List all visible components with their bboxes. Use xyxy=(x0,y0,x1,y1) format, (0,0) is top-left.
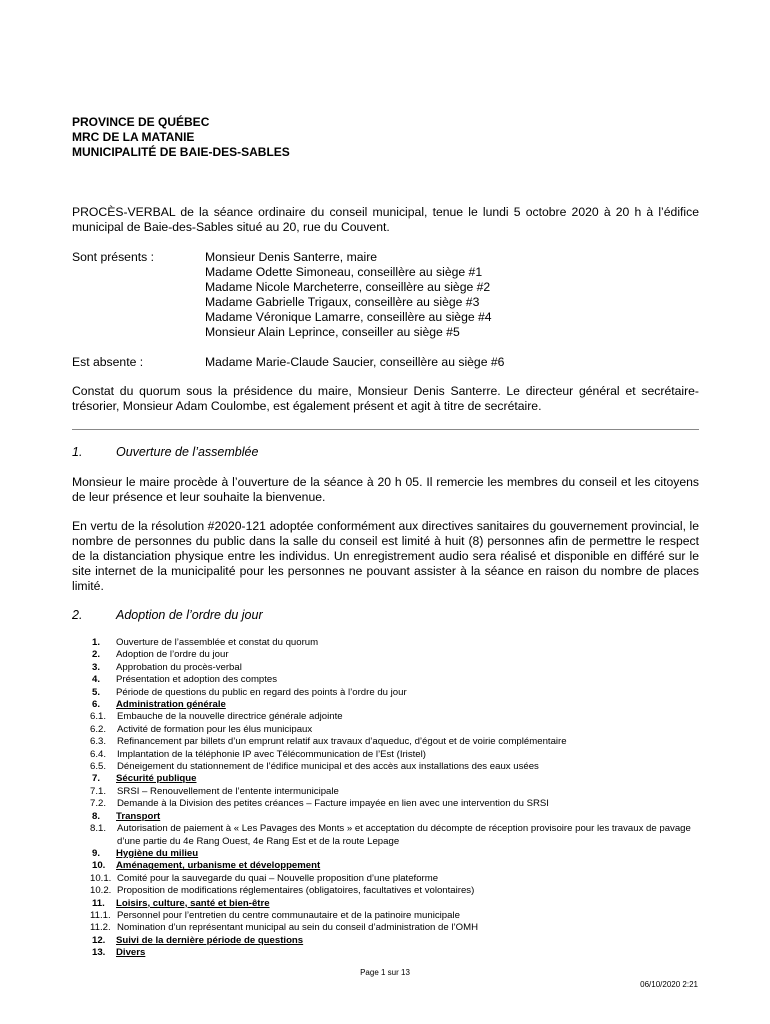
intro-paragraph: PROCÈS-VERBAL de la séance ordinaire du conseil municipal, tenue le lundi 5 octobre 2020 à 20 h à l’édifice municipal de Baie-des-Sables situé au 20, rue du Couvent. xyxy=(72,205,699,234)
agenda-item-text: Ouverture de l’assemblée et constat du quorum xyxy=(116,637,319,648)
agenda-item xyxy=(90,885,707,897)
agenda-item xyxy=(90,798,707,810)
agenda-item-text: Comité pour la sauvegarde du quai – Nouvelle proposition d’une plateforme xyxy=(117,872,439,884)
present-list xyxy=(205,250,492,340)
present-member: Madame Nicole Marcheterre, conseillère au siège #2 xyxy=(205,280,491,294)
section-number: 1. xyxy=(72,445,83,459)
agenda-item xyxy=(92,699,707,711)
agenda-item xyxy=(92,811,707,823)
agenda-item-text: Autorisation de paiement à « Les Pavages des Monts » et acceptation du décompte de réception provisoire pour les travaux de pavage d’une partie du 4e Rang Ouest, 4e Rang Est et de la route Lepage xyxy=(117,823,691,847)
agenda-item-text: Activité de formation pour les élus municipaux xyxy=(117,723,313,735)
section-title: Ouverture de l’assemblée xyxy=(116,445,259,459)
agenda-item-number: 4. xyxy=(92,674,101,686)
agenda-item xyxy=(90,786,707,798)
agenda-item xyxy=(90,724,707,736)
agenda-item-number: 9. xyxy=(92,847,101,859)
document-header xyxy=(72,115,290,160)
section-1-paragraph-1: Monsieur le maire procède à l’ouverture de la séance à 20 h 05. Il remercie les membres du conseil et les citoyens de leur présence et leur souhaite la bienvenue. xyxy=(72,475,699,504)
header-mrc: MRC DE LA MATANIE xyxy=(72,130,195,144)
present-member: Madame Gabrielle Trigaux, conseillère au siège #3 xyxy=(205,295,480,309)
agenda-item-number: 5. xyxy=(92,686,101,698)
agenda-item-number: 8.1. xyxy=(90,823,107,835)
agenda-item xyxy=(90,873,707,885)
agenda-item-text: Loisirs, culture, santé et bien-être xyxy=(116,897,270,909)
present-member: Monsieur Denis Santerre, maire xyxy=(205,250,378,264)
agenda-item-text: Implantation de la téléphonie IP avec Télécommunication de l’Est (Iristel) xyxy=(117,748,426,760)
agenda-item-text: Déneigement du stationnement de l’édifice municipal et des accès aux installations des eaux usées xyxy=(117,761,539,773)
absent-label: Est absente : xyxy=(72,355,144,369)
agenda-item xyxy=(92,649,707,661)
agenda-item-number: 8. xyxy=(92,810,101,822)
print-date: 06/10/2020 2:21 xyxy=(640,980,698,989)
agenda-item-text: Transport xyxy=(116,810,161,822)
present-member: Madame Odette Simoneau, conseillère au siège #1 xyxy=(205,265,483,279)
agenda-item xyxy=(92,898,707,910)
agenda-item-number: 10.1. xyxy=(90,872,112,884)
agenda-item-text: Approbation du procès-verbal xyxy=(116,661,242,673)
agenda-item-text: Refinancement par billets d’un emprunt relatif aux travaux d’aqueduc, d’égout et de voirie complémentaire xyxy=(117,736,567,748)
agenda-item-number: 6.4. xyxy=(90,748,107,760)
agenda-item-number: 6.5. xyxy=(90,761,107,773)
agenda-item-number: 6.1. xyxy=(90,711,107,723)
absent-member: Madame Marie-Claude Saucier, conseillère au siège #6 xyxy=(205,355,505,369)
agenda-item-number: 3. xyxy=(92,661,101,673)
quorum-paragraph: Constat du quorum sous la présidence du maire, Monsieur Denis Santerre. Le directeur général et secrétaire-trésorier, Monsieur Adam Coulombe, est également présent et agit à titre de secrétaire. xyxy=(72,384,699,413)
page-number: Page 1 sur 13 xyxy=(360,968,410,977)
agenda-item-text: Divers xyxy=(116,947,146,959)
agenda-item-text: Personnel pour l’entretien du centre communautaire et de la patinoire municipale xyxy=(117,909,460,921)
agenda-item xyxy=(92,848,707,860)
agenda-item-text: Hygiène du milieu xyxy=(116,847,199,859)
agenda-item xyxy=(90,823,707,848)
agenda-item-text: Administration générale xyxy=(116,699,226,711)
agenda-item-text: Sécurité publique xyxy=(116,773,197,785)
agenda-item xyxy=(92,947,707,959)
agenda-item-number: 10. xyxy=(92,860,106,872)
agenda-item-text: Embauche de la nouvelle directrice générale adjointe xyxy=(117,711,343,723)
agenda-item-number: 1. xyxy=(92,637,101,648)
agenda-item xyxy=(90,711,707,723)
agenda-item-text: Période de questions du public en regard des points à l’ordre du jour xyxy=(116,686,407,698)
agenda-item-text: Proposition de modifications réglementaires (obligatoires, facultatives et volontaires) xyxy=(117,885,475,897)
section-title: Adoption de l’ordre du jour xyxy=(116,608,263,622)
agenda-item-number: 11.2. xyxy=(90,922,111,934)
agenda-item-number: 11. xyxy=(92,897,105,909)
agenda-item xyxy=(92,935,707,947)
agenda-item-text: Nomination d’un représentant municipal au sein du conseil d’administration de l’OMH xyxy=(117,922,479,934)
agenda-item-text: Demande à la Division des petites créances – Facture impayée en lien avec une intervention du SRSI xyxy=(117,798,549,810)
agenda-item xyxy=(90,736,707,748)
header-municipality: MUNICIPALITÉ DE BAIE-DES-SABLES xyxy=(72,145,290,159)
agenda-item xyxy=(92,773,707,785)
agenda-item-number: 11.1. xyxy=(90,909,111,921)
agenda-item-number: 12. xyxy=(92,934,106,946)
agenda-item-number: 13. xyxy=(92,947,106,959)
section-number: 2. xyxy=(72,608,83,622)
agenda-item-number: 10.2. xyxy=(90,885,112,897)
agenda-item-text: SRSI – Renouvellement de l’entente intermunicipale xyxy=(117,785,339,797)
agenda-item-number: 7.2. xyxy=(90,798,107,810)
header-province: PROVINCE DE QUÉBEC xyxy=(72,115,210,129)
agenda-item-number: 7.1. xyxy=(90,785,107,797)
agenda-list xyxy=(92,637,707,960)
agenda-item xyxy=(92,662,707,674)
section-2-heading xyxy=(72,608,263,622)
agenda-item-text: Aménagement, urbanisme et développement xyxy=(116,860,321,872)
section-1-heading xyxy=(72,445,258,459)
agenda-item xyxy=(92,674,707,686)
agenda-item-number: 6.2. xyxy=(90,723,107,735)
agenda-item-text: Présentation et adoption des comptes xyxy=(116,674,278,686)
section-divider xyxy=(72,429,699,430)
agenda-item-number: 6. xyxy=(92,699,101,711)
agenda-item-text: Adoption de l’ordre du jour xyxy=(116,649,229,661)
agenda-item xyxy=(90,922,707,934)
agenda-item-text: Suivi de la dernière période de questions xyxy=(116,934,304,946)
present-member: Madame Véronique Lamarre, conseillère au siège #4 xyxy=(205,310,492,324)
agenda-item-number: 7. xyxy=(92,773,101,785)
agenda-item xyxy=(90,910,707,922)
agenda-item xyxy=(92,687,707,699)
agenda-item xyxy=(92,637,707,649)
section-1-paragraph-2: En vertu de la résolution #2020-121 adoptée conformément aux directives sanitaires du gouvernement provincial, le nombre de personnes du public dans la salle du conseil est limité à huit (8) personnes afin de permettre le respect de la distanciation physique entre les individus. Un enregistrement audio sera réalisé et disponible en différé sur le site internet de la municipalité pour les personnes ne pouvant assister à la séance en raison du nombre de places limité. xyxy=(72,519,699,593)
agenda-item xyxy=(92,860,707,872)
agenda-item xyxy=(90,761,707,773)
agenda-item-number: 6.3. xyxy=(90,736,107,748)
agenda-item xyxy=(90,749,707,761)
present-member: Monsieur Alain Leprince, conseiller au siège #5 xyxy=(205,325,460,339)
agenda-item-number: 2. xyxy=(92,649,101,661)
present-label: Sont présents : xyxy=(72,250,154,264)
